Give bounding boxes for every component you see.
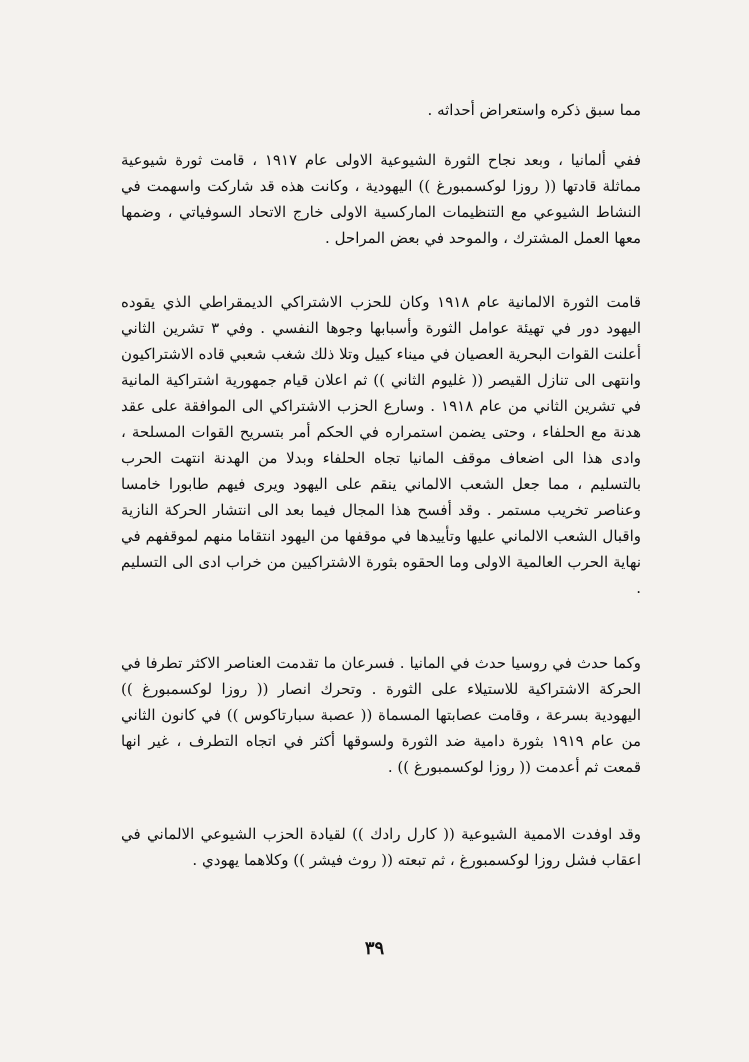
paragraph-intro-line: مما سبق ذكره واستعراض أحداثه .	[427, 101, 641, 119]
paragraph-germany-revolution: ففي ألمانيا ، وبعد نجاح الثورة الشيوعية الاولى عام ١٩١٧ ، قامت ثورة شيوعية مماثلة قادتها (( روزا لوكسمبورغ )) اليهودية ، وكانت هذه قد شاركت واسهمت في النشاط الشيوعي مع التنظيمات الماركسية الاولى خارج الاتحاد السوفياتي ، وضمها معها العمل المشترك ، والموحد في بعض المراحل .	[121, 151, 642, 247]
paragraph-spartacus-uprising: وكما حدث في روسيا حدث في المانيا . فسرعان ما تقدمت العناصر الاكثر تطرفا في الحركة الاشتراكية للاستيلاء على الثورة . وتحرك انصار (( روزا لوكسمبورغ )) اليهودية بسرعة ، وقامت عصابتها المسماة (( عصبة سبارتاكوس )) في كانون الثاني من عام ١٩١٩ بثورة دامية ضد الثورة ولسوقها أكثر في اتجاه التطرف ، غير انها قمعت ثم أعدمت (( روزا لوكسمبورغ )) .	[121, 654, 641, 776]
paragraph-german-revolution-1918: قامت الثورة الالمانية عام ١٩١٨ وكان للحزب الاشتراكي الديمقراطي الذي يقوده اليهود دور في تهيئة عوامل الثورة وأسبابها وجوها النفسي . وفي ٣ تشرين الثاني أعلنت القوات البحرية العصيان في ميناء كييل وتلا ذلك شغب شعبي قاده الاشتراكيون وانتهى الى تنازل القيصر (( غليوم الثاني )) ثم اعلان قيام جمهورية اشتراكية المانية في تشرين الثاني من عام ١٩١٨ . وسارع الحزب الاشتراكي الى الموافقة على عقد هدنة مع الحلفاء ، وحتى يضمن استمراره في الحكم أمر بتسريح القوات المسلحة ، وادى هذا الى اضعاف موقف المانيا تجاه الحلفاء وبدلا من الهدنة انتهت الحرب بالتسليم ، مما جعل الشعب الالماني ينقم على اليهود ويرى فيهم طابورا خامسا وعناصر تخريب مستمر . وقد أفسح هذا المجال فيما بعد الى انتشار الحركة النازية واقبال الشعب الالماني عليها وتأييدها في موقفها من اليهود انتقاما منهم لموقفهم في نهاية الحرب العالمية الاولى وما الحقوه بثورة الاشتراكيين من خراب ادى الى التسليم .	[121, 293, 642, 597]
page-number: ٣٩	[364, 938, 385, 959]
paragraph-comintern-envoys: وقد اوفدت الاممية الشيوعية (( كارل رادك )) لقيادة الحزب الشيوعي الالماني في اعقاب فشل روزا لوكسمبورغ ، ثم تبعته (( روث فيشر )) وكلاهما يهودي .	[121, 825, 641, 869]
